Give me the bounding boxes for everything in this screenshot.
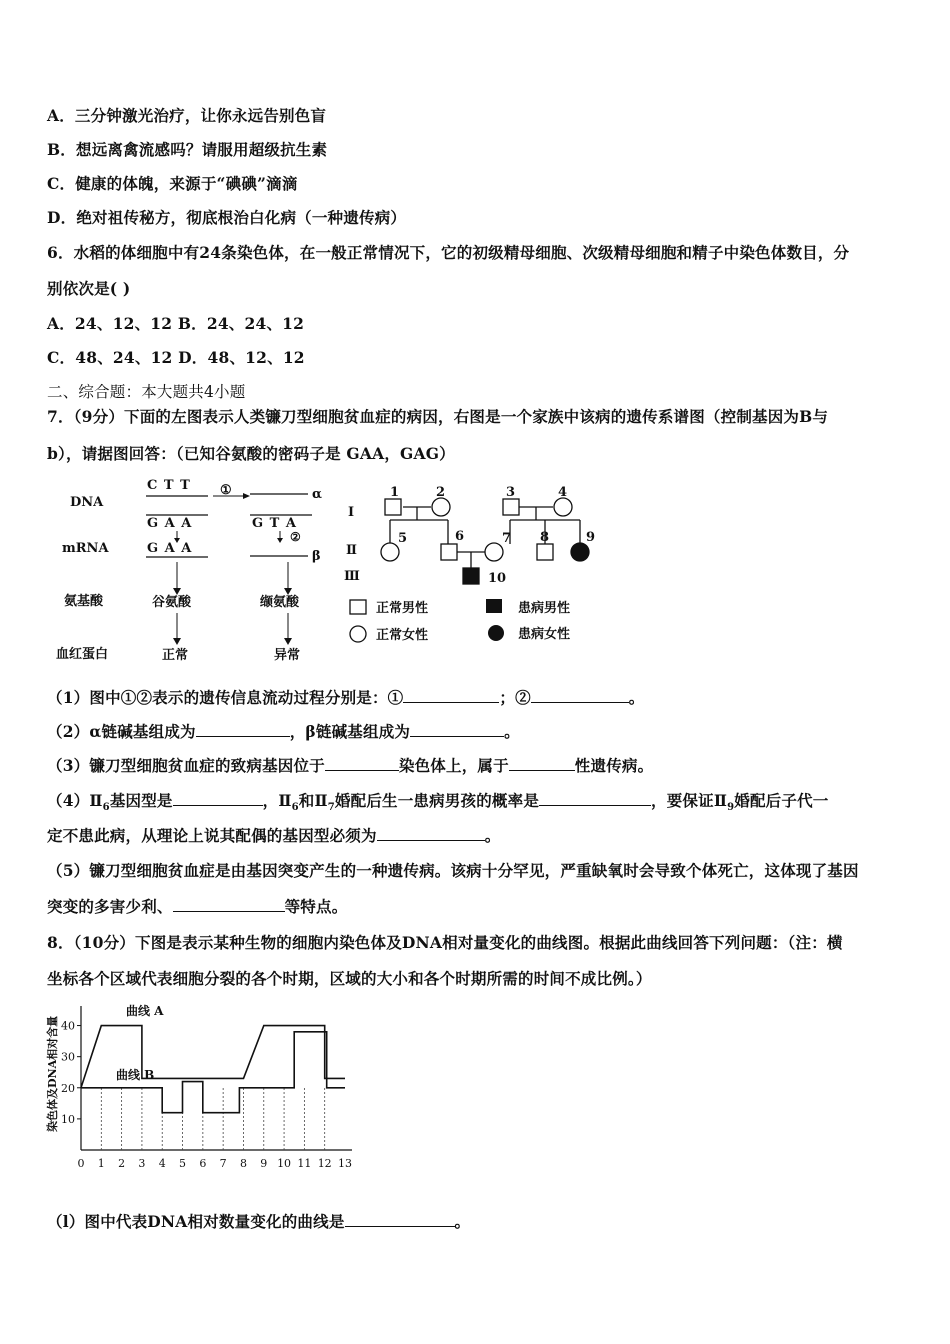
- x-tick-label-7: 7: [219, 1157, 227, 1170]
- answer-blank-10[interactable]: [173, 897, 285, 912]
- x-tick-label-4: 4: [158, 1157, 166, 1170]
- q6-stem-line1: 6．水稻的体细胞中有24条染色体，在一般正常情况下，它的初级精母细胞、次级精母细胞和精子中染色体数目，分: [47, 243, 850, 262]
- q7-sub5-line2: 突变的多害少利、 等特点。: [47, 897, 348, 916]
- q7-stem-line1: 7．（9分）下面的左图表示人类镰刀型细胞贫血症的病因，右图是一个家族中该病的遗传系谱图（控制基因为B与: [47, 407, 829, 426]
- legend-normal-male: 正常男性: [376, 601, 429, 616]
- legend-affected-male: 患病男性: [518, 601, 571, 616]
- q5-option-c: C．健康的体魄，来源于“碘碘”滴滴: [47, 174, 298, 193]
- pedigree-num-8: 8: [540, 530, 550, 545]
- strand-top: C T T: [147, 478, 191, 493]
- generation-2-label: Ⅱ: [346, 543, 357, 558]
- pedigree-num-2: 2: [436, 485, 446, 500]
- q8-stem-line2: 坐标各个区域代表细胞分裂的各个时期，区域的大小和各个时期所需的时间不成比例。）: [47, 969, 652, 988]
- answer-blank-8[interactable]: [539, 791, 651, 806]
- pedigree-person-2: [432, 498, 450, 516]
- row-label-dna: DNA: [70, 495, 104, 510]
- legend-normal-female-symbol: [350, 626, 366, 642]
- legend-affected-female: 患病女性: [518, 627, 571, 642]
- pedigree-num-4: 4: [558, 485, 568, 500]
- pedigree-person-1: [385, 499, 401, 515]
- generation-1-label: Ⅰ: [348, 505, 355, 520]
- y-tick-label-10: 10: [61, 1112, 75, 1126]
- q6-stem-line2: 别依次是( ): [47, 279, 131, 298]
- q7-sub1: （1）图中①②表示的遗传信息流动过程分别是：① ；② 。: [47, 688, 645, 707]
- x-tick-label-12: 12: [317, 1157, 332, 1170]
- x-tick-label-1: 1: [97, 1157, 105, 1170]
- legend-normal-female: 正常女性: [376, 628, 429, 643]
- strand-mutant: G T A: [252, 516, 297, 531]
- x-tick-label-11: 11: [297, 1157, 312, 1170]
- hb-normal: 正常: [162, 648, 189, 663]
- aa-abnormal: 缬氨酸: [260, 595, 300, 610]
- answer-blank-7[interactable]: [173, 791, 263, 806]
- pedigree-person-9-affected: [571, 543, 589, 561]
- q7-sub4-line2: 定不患此病，从理论上说其配偶的基因型必须为 。: [47, 826, 501, 845]
- strand-bottom: G A A: [147, 516, 193, 531]
- y-tick-label-20: 20: [61, 1081, 75, 1095]
- pedigree-num-3: 3: [506, 485, 516, 500]
- alpha-label: α: [312, 487, 323, 502]
- q6-options-ab: A．24、12、12 B．24、24、12: [47, 314, 305, 333]
- x-tick-label-13: 13: [338, 1157, 352, 1170]
- q6-options-cd: C．48、24、12 D．48、12、12: [47, 348, 305, 367]
- q8-sub1: （l）图中代表DNA相对数量变化的曲线是 。: [47, 1212, 471, 1231]
- legend-affected-female-symbol: [488, 625, 504, 641]
- pedigree-person-4: [554, 498, 572, 516]
- section-heading: 二、综合题：本大题共4小题: [47, 383, 246, 401]
- pedigree-person-8: [537, 544, 553, 560]
- answer-blank-11[interactable]: [345, 1212, 455, 1227]
- q7-sub2: （2）α链碱基组成为 ，β链碱基组成为 。: [47, 722, 520, 741]
- row-label-hemoglobin: 血红蛋白: [56, 647, 109, 662]
- pedigree-num-5: 5: [398, 531, 408, 546]
- series-b-label: 曲线 B: [116, 1068, 155, 1082]
- y-tick-label-40: 40: [61, 1019, 75, 1033]
- row-label-mrna: mRNA: [62, 541, 109, 556]
- pedigree-num-1: 1: [390, 485, 400, 500]
- q7-stem-line2: b），请据图回答：（已知谷氨酸的密码子是 GAA，GAG）: [47, 444, 455, 463]
- legend-normal-male-symbol: [350, 600, 366, 614]
- q7-sub4-line1: $(4)Ⅱ_6$基因型是 ，$Ⅱ_6$和$Ⅱ_7$婚配后生一患病男孩的概率是 ，要保证$Ⅱ_9$婚配后子代一: [47, 791, 829, 814]
- pedigree-person-10-affected: [463, 568, 479, 584]
- q5-option-a: A．三分钟激光治疗，让你永远告别色盲: [47, 106, 327, 125]
- legend-affected-male-symbol: [486, 599, 502, 613]
- q5-option-b: B．想远离禽流感吗？请服用超级抗生素: [47, 140, 328, 159]
- pedigree-num-9: 9: [586, 530, 596, 545]
- q5-option-d: D．绝对祖传秘方，彻底根治白化病（一种遗传病）: [47, 208, 407, 227]
- pedigree-person-3: [503, 499, 519, 515]
- chart-ylabel: 染色体及DNA相对含量: [46, 1015, 59, 1132]
- generation-3-label: Ⅲ: [344, 569, 360, 584]
- series-a-label: 曲线 A: [126, 1004, 164, 1018]
- step2-label: ②: [290, 530, 301, 544]
- q7-sub5-line1: （5）镰刀型细胞贫血症是由基因突变产生的一种遗传病。该病十分罕见，严重缺氧时会导致个体死亡，这体现了基因: [47, 861, 859, 880]
- q8-stem-line1: 8．（10分）下图是表示某种生物的细胞内染色体及DNA相对量变化的曲线图。根据此曲线回答下列问题：（注：横: [47, 933, 843, 952]
- mrna-normal: G A A: [147, 541, 193, 556]
- sickle-cell-cause-diagram: [50, 472, 350, 672]
- x-tick-label-3: 3: [138, 1157, 146, 1170]
- y-tick-label-30: 30: [61, 1050, 75, 1064]
- x-tick-label-10: 10: [277, 1157, 292, 1170]
- x-tick-label-5: 5: [179, 1157, 187, 1170]
- chromosome-dna-chart: [40, 1000, 370, 1180]
- pedigree-person-7: [485, 543, 503, 561]
- q7-sub3: （3）镰刀型细胞贫血症的致病基因位于 染色体上，属于 性遗传病。: [47, 756, 654, 775]
- answer-blank-6[interactable]: [509, 756, 575, 771]
- pedigree-num-6: 6: [455, 529, 465, 544]
- hb-abnormal: 异常: [274, 648, 301, 663]
- row-label-amino-acid: 氨基酸: [64, 594, 104, 609]
- answer-blank-4[interactable]: [410, 722, 504, 737]
- pedigree-chart: [340, 478, 620, 648]
- answer-blank-5[interactable]: [325, 756, 399, 771]
- answer-blank-9[interactable]: [377, 826, 485, 841]
- aa-normal: 谷氨酸: [152, 595, 192, 610]
- x-tick-label-0: 0: [77, 1157, 85, 1170]
- x-tick-label-2: 2: [118, 1157, 126, 1170]
- pedigree-num-10: 10: [488, 571, 507, 586]
- x-tick-label-6: 6: [199, 1157, 207, 1170]
- answer-blank-1[interactable]: [403, 688, 499, 703]
- answer-blank-2[interactable]: [531, 688, 629, 703]
- x-tick-label-8: 8: [239, 1157, 247, 1170]
- answer-blank-3[interactable]: [196, 722, 290, 737]
- pedigree-person-6: [441, 544, 457, 560]
- pedigree-person-5: [381, 543, 399, 561]
- pedigree-num-7: 7: [502, 531, 512, 546]
- beta-label: β: [312, 549, 321, 564]
- x-tick-label-9: 9: [260, 1157, 268, 1170]
- step1-label: ①: [220, 483, 232, 498]
